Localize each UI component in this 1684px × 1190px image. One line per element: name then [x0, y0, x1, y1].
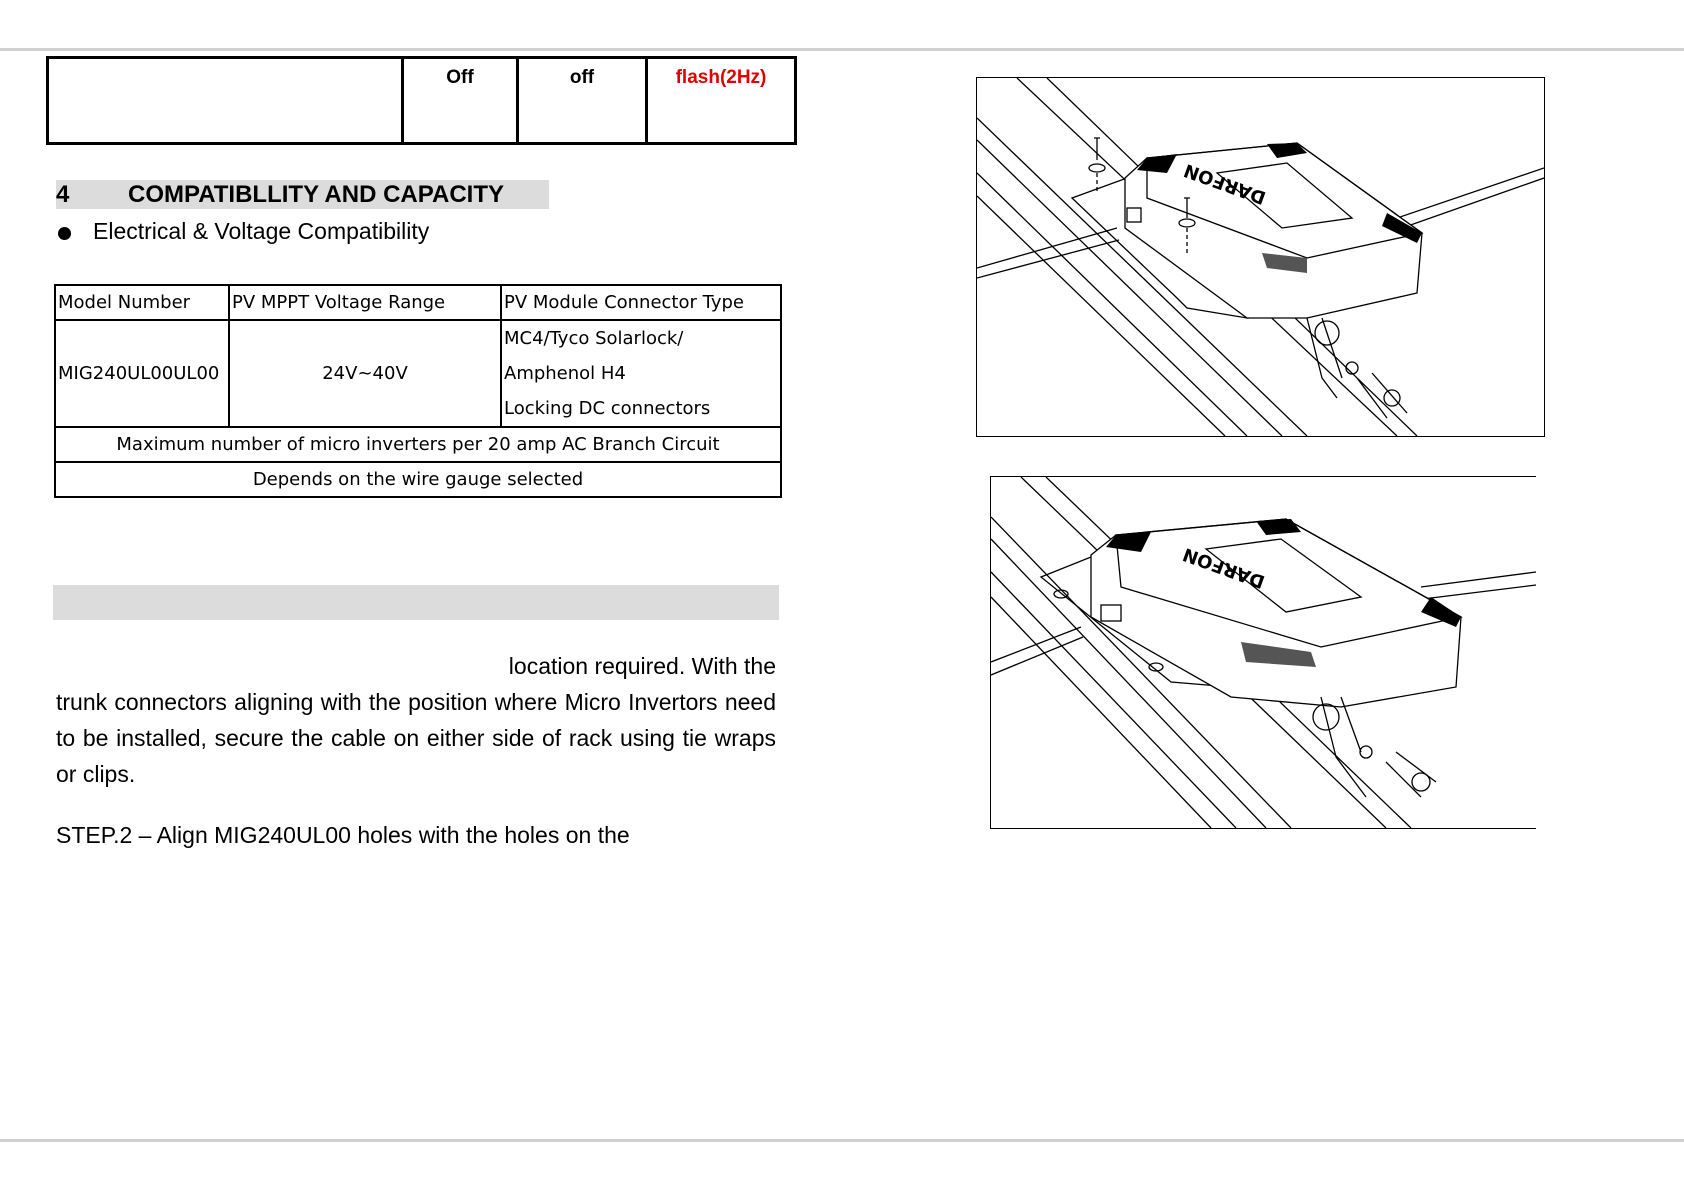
- status-cell-label: [48, 58, 403, 144]
- section-title: COMPATIBLLITY AND CAPACITY: [128, 181, 504, 208]
- status-cell-off-2: off: [518, 58, 647, 144]
- bullet-dot-icon: [58, 227, 71, 240]
- header-model: Model Number: [55, 285, 229, 320]
- figure-inverter-mounted: [990, 476, 1536, 829]
- paragraph-first-line: location required. With the: [508, 653, 776, 679]
- bullet-text: Electrical & Voltage Compatibility: [93, 218, 430, 244]
- inverter-drawing-2: [991, 477, 1536, 828]
- connector-line: Locking DC connectors: [504, 398, 711, 419]
- header-connector: PV Module Connector Type: [501, 285, 781, 320]
- header-voltage: PV MPPT Voltage Range: [229, 285, 501, 320]
- section-number: 4: [56, 181, 70, 208]
- brand-label: DARFON: [1181, 159, 1269, 209]
- status-cell-off: Off: [403, 58, 518, 144]
- status-cell-flash: flash(2Hz): [647, 58, 796, 144]
- figure-inverter-with-screws: [976, 77, 1545, 437]
- connector-line: MC4/Tyco Solarlock/: [504, 328, 684, 349]
- cell-voltage: 24V~40V: [229, 320, 501, 427]
- cell-connector: [501, 320, 781, 427]
- inverter-drawing-1: [977, 78, 1544, 436]
- body-paragraph: [56, 648, 776, 792]
- compatibility-table: [54, 284, 782, 498]
- step-2-text: STEP.2 – Align MIG240UL00 holes with the holes on the: [56, 822, 630, 848]
- blank-heading-bar: [53, 585, 779, 620]
- cell-max-inverters: Maximum number of micro inverters per 20 amp AC Branch Circuit: [55, 427, 781, 462]
- section-heading: [56, 180, 549, 209]
- bottom-rule: [0, 1139, 1684, 1142]
- table-row: [55, 320, 781, 427]
- connector-line: Amphenol H4: [504, 363, 626, 384]
- cell-wire-gauge: Depends on the wire gauge selected: [55, 462, 781, 497]
- cell-model: MIG240UL00UL00: [55, 320, 229, 427]
- table-row: [55, 427, 781, 462]
- paragraph-rest: trunk connectors aligning with the position where Micro Invertors need to be installed, secure the cable on either side of rack using tie wraps or clips.: [56, 689, 776, 787]
- table-header-row: [55, 285, 781, 320]
- table-row: [55, 462, 781, 497]
- top-rule: [0, 48, 1684, 51]
- led-status-table-fragment: [46, 56, 797, 145]
- brand-label: DARFON: [1180, 543, 1268, 593]
